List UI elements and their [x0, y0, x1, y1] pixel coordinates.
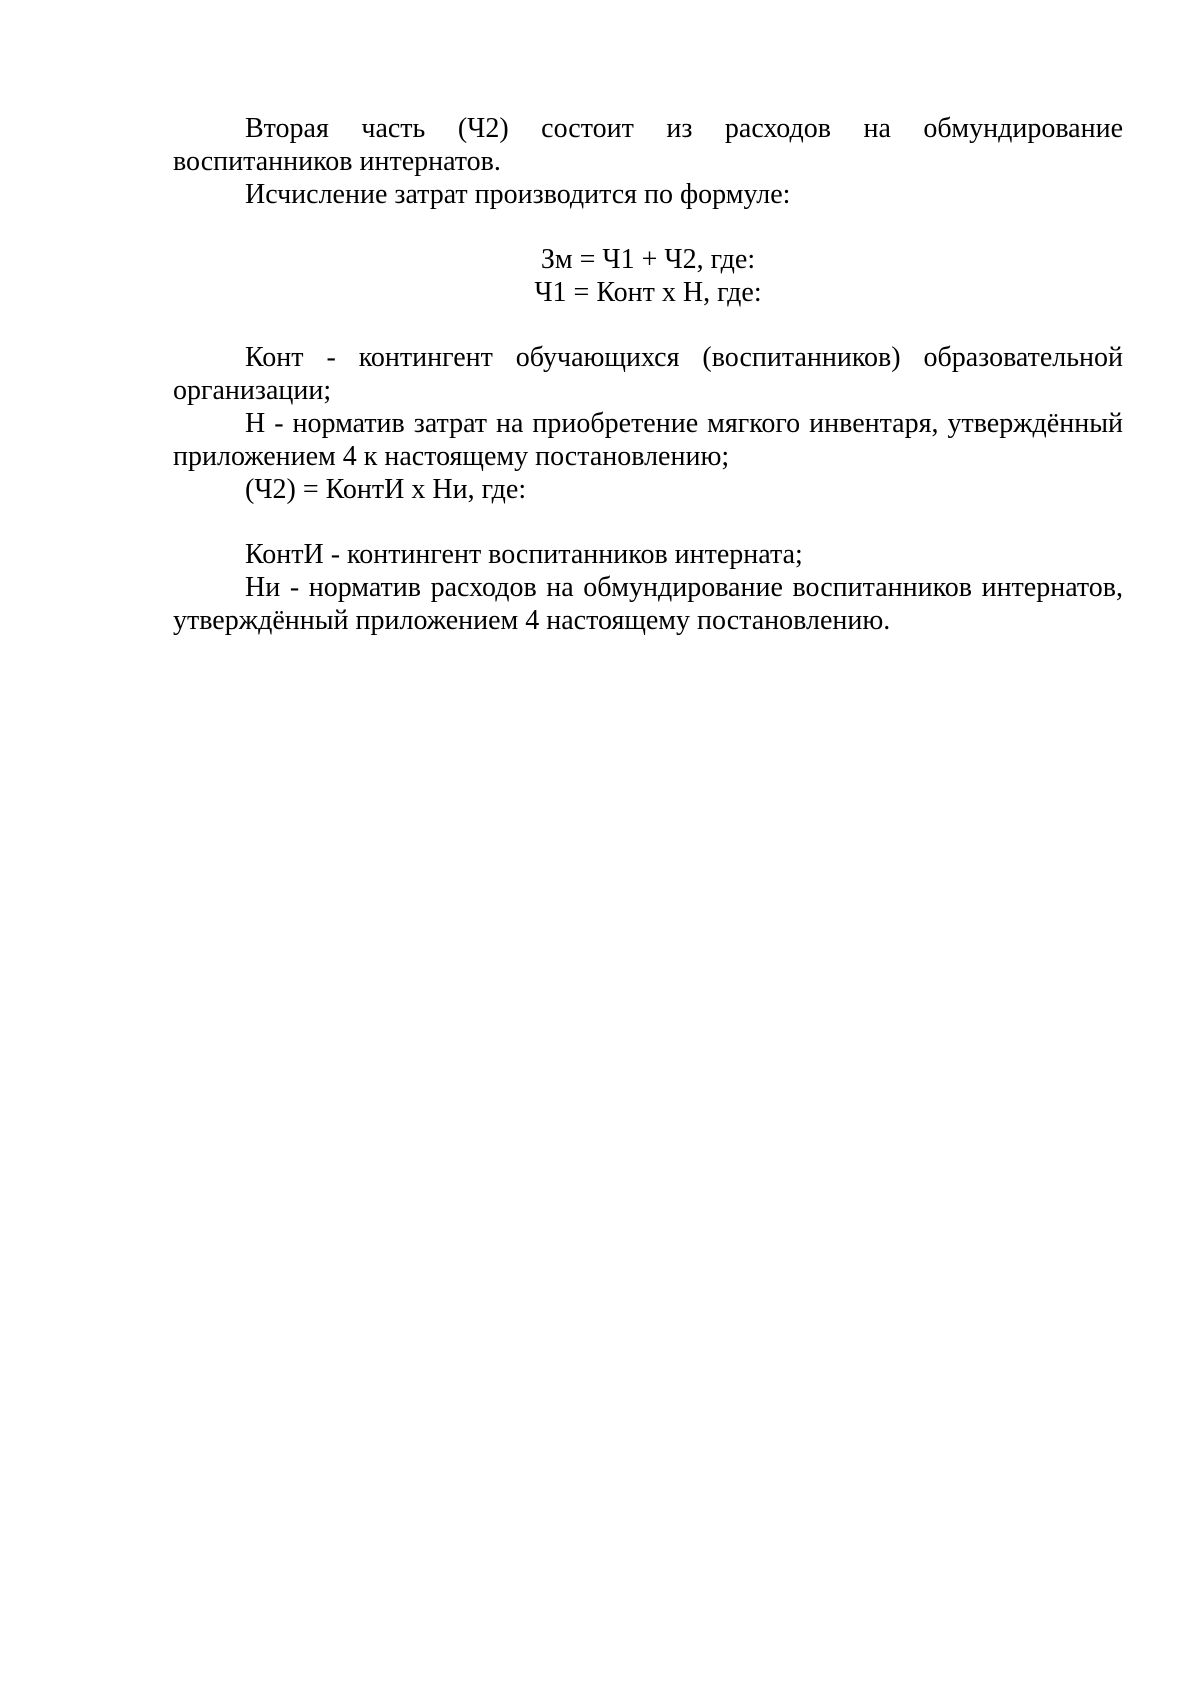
formula-ch2: (Ч2) = КонтИ х Ни, где: [245, 474, 527, 505]
formula-ch1: Ч1 = Конт х Н, где: [534, 277, 762, 308]
paragraph-second-part: Вторая часть (Ч2) состоит из расходов на обмундирование воспитанников интернатов. [173, 113, 1123, 177]
document-body [173, 112, 1123, 637]
formula-zm: Зм = Ч1 + Ч2, где: [540, 244, 756, 275]
paragraph-kont-definition: Конт - контингент обучающихся (воспитанников) образовательной организации; [173, 342, 1123, 406]
paragraph-ni-definition: Ни - норматив расходов на обмундирование воспитанников интернатов, утверждённый приложением 4 настоящему постановлению. [173, 572, 1123, 636]
paragraph-n-definition: Н - норматив затрат на приобретение мягкого инвентаря, утверждённый приложением 4 к настоящему постановлению; [173, 408, 1123, 472]
paragraph-konti-definition: КонтИ - контингент воспитанников интерната; [245, 539, 803, 570]
paragraph-calculation-intro: Исчисление затрат производится по формуле: [245, 179, 791, 210]
